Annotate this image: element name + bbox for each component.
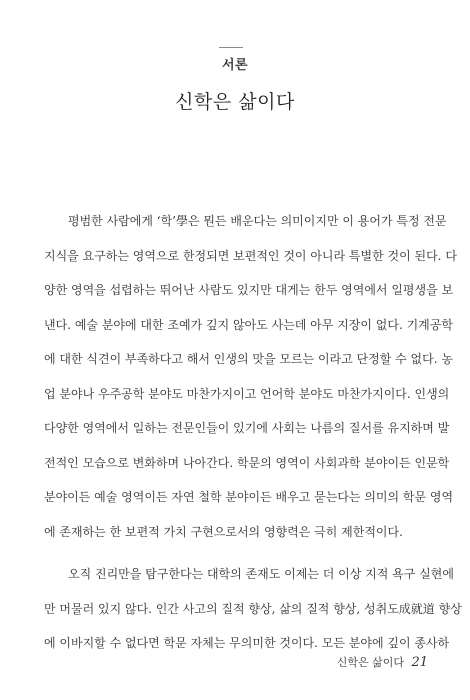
paragraph-line: 만 머물러 있지 않다. 인간 사고의 질적 향상, 삶의 질적 향상, 성취도成就道 향상 <box>44 601 462 616</box>
paragraph-line: 평범한 사람에게 ‘학’學은 뭔든 배운다는 의미이지만 이 용어가 특정 전문 <box>68 214 447 228</box>
paragraph-line: 업 분야나 우주공학 분야도 마찬가지이고 언어학 분야도 마찬가지이다. 인생의 <box>44 386 450 401</box>
paragraph-line: 분야이든 예술 영역이든 자연 철학 분야이든 배우고 묻는다는 의미의 학문 영역 <box>44 490 454 504</box>
paragraph-line: 낸다. 예술 분야에 대한 조예가 깊지 않아도 사는데 아무 지장이 없다. 기계공학 <box>44 317 453 332</box>
paragraph-line: 전적인 모습으로 변화하며 나아간다. 학문의 영역이 사회과학 분야이든 인문학 <box>44 455 450 470</box>
chapter-title: 신학은 삶이다 <box>175 91 295 113</box>
page-footer <box>337 654 428 670</box>
paragraph-line: 에 대한 식견이 부족하다고 해서 인생의 맛을 모르는 이라고 단정할 수 없다. 농 <box>44 352 453 366</box>
paragraph-line: 오직 진리만을 탐구한다는 대학의 존재도 이제는 더 이상 지적 욕구 실현에 <box>68 567 454 581</box>
paragraph-line: 지식을 요구하는 영역으로 한정되면 보편적인 것이 아니라 특별한 것이 된다. 다 <box>44 248 457 263</box>
paragraph-gap <box>44 549 430 557</box>
section-label: 서론 <box>221 58 249 73</box>
page-number: 21 <box>411 655 428 670</box>
body-text <box>44 204 462 661</box>
paragraph-line: 에 이바지할 수 없다면 학문 자체는 무의미한 것이다. 모든 분야에 깊이 종사하 <box>44 636 450 650</box>
title-ornament-rule <box>219 47 243 48</box>
paragraph-line: 다양한 영역에서 일하는 전문인들이 있기에 사회는 나름의 질서를 유지하며 발 <box>44 421 450 435</box>
paragraph-line: 양한 영역을 섭렵하는 뛰어난 사람도 있지만 대게는 한두 영역에서 일평생을 보 <box>44 283 454 297</box>
running-title: 신학은 삶이다 <box>336 656 404 669</box>
paragraph-line: 에 존재하는 한 보편적 가치 구현으로서의 영향력은 극히 제한적이다. <box>44 524 403 539</box>
